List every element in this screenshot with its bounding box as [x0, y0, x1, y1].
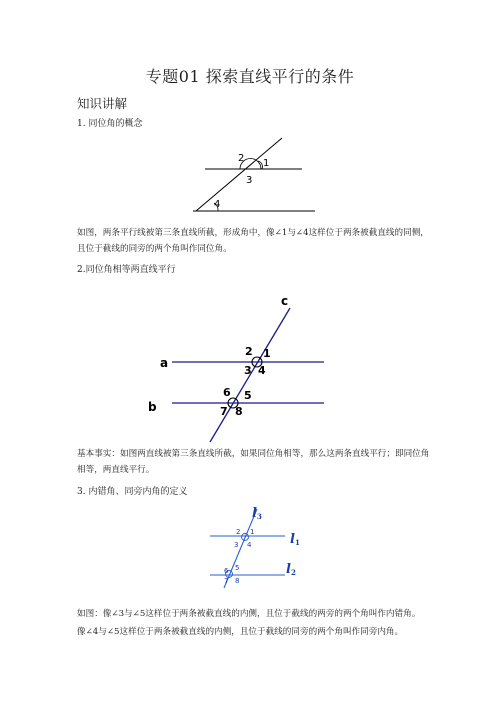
angle-label-7: 7	[220, 405, 228, 418]
l2-subscript: 2	[291, 568, 296, 577]
l1-subscript: 1	[295, 538, 300, 547]
angle-label-2: 2	[236, 528, 241, 536]
s1-paragraph: 如图，两条平行线被第三条直线所截，形成角中，像∠1与∠4这样位于两条被截直线的同侧，且位于截线的同旁的两个角叫作同位角。	[77, 228, 429, 254]
corresponding-angles-diagram	[190, 130, 320, 215]
page-title: 专题01 探索直线平行的条件	[145, 67, 355, 86]
angle-label-3: 3	[234, 541, 239, 549]
angle-label-4: 4	[247, 541, 252, 549]
section-heading: 知识讲解	[77, 96, 128, 111]
line-b-label: b	[148, 400, 157, 414]
angle-label-2: 2	[238, 153, 245, 164]
angle-label-1: 1	[250, 528, 255, 536]
l3-label: l	[252, 506, 257, 521]
angle-label-1: 1	[263, 158, 270, 169]
s2-heading: 2.同位角相等两直线平行	[77, 265, 176, 275]
angle-label-3: 3	[244, 364, 252, 377]
transversal-line	[196, 138, 282, 211]
line-c-label: c	[281, 294, 289, 308]
angle-label-4: 4	[214, 199, 221, 210]
angle-label-7: 7	[224, 577, 229, 585]
l2-label: l	[286, 562, 291, 577]
alternate-angles-diagram	[205, 500, 315, 590]
parallel-lines-diagram	[150, 290, 330, 445]
s3-paragraph-2: 像∠4与∠5这样位于两条被截直线的内侧，且位于截线的同旁的两个角叫作同旁内角。	[77, 627, 404, 637]
angle-label-5: 5	[235, 564, 240, 572]
angle-label-8: 8	[235, 577, 240, 585]
s1-heading: 1. 同位角的概念	[77, 119, 143, 129]
angle-label-6: 6	[223, 386, 231, 399]
s3-paragraph-1: 如图：像∠3与∠5这样位于两条被截直线的内侧，且位于截线的两旁的两个角叫作内错角。	[77, 609, 421, 619]
s2-paragraph: 基本事实：如图两直线被第三条直线所截，如果同位角相等，那么这两条直线平行；即同位角相等，两直线平行。	[77, 449, 430, 475]
angle-label-2: 2	[245, 345, 253, 358]
s3-heading: 3. 内错角、同旁内角的定义	[77, 487, 188, 497]
angle-label-5: 5	[244, 389, 252, 402]
angle-label-6: 6	[224, 567, 229, 575]
l3-subscript: 3	[257, 512, 262, 521]
line-a-label: a	[160, 356, 169, 370]
angle-label-8: 8	[235, 405, 243, 418]
l1-label: l	[290, 532, 295, 547]
angle-label-1: 1	[263, 347, 271, 360]
angle-label-3: 3	[246, 175, 253, 186]
angle-label-4: 4	[258, 364, 266, 377]
